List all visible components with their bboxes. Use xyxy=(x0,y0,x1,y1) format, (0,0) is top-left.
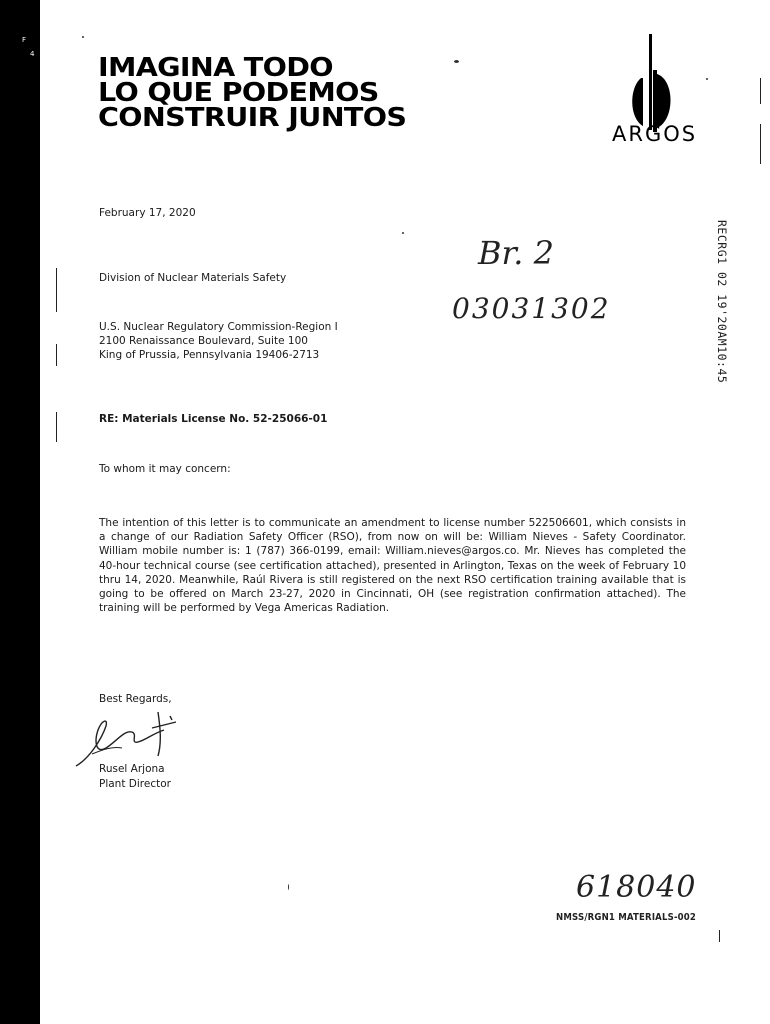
closing: Best Regards, xyxy=(99,693,172,705)
salutation: To whom it may concern: xyxy=(99,463,231,475)
slogan-line: LO QUE PODEMOS xyxy=(98,78,379,108)
margin-line xyxy=(719,930,720,942)
signer-name: Rusel Arjona xyxy=(99,763,165,775)
scan-speck xyxy=(454,60,459,63)
slogan-line: CONSTRUIR JUNTOS xyxy=(98,103,407,133)
logo-wordmark: ARGOS xyxy=(612,122,698,146)
received-stamp: RECRG1 02 19'20AM10:45 xyxy=(715,220,729,384)
recipient-city: King of Prussia, Pennsylvania 19406-2713 xyxy=(99,349,320,361)
margin-line xyxy=(56,344,57,366)
handwritten-br: Br. 2 xyxy=(478,234,554,272)
scan-speck xyxy=(402,232,404,234)
scan-mark: F xyxy=(22,36,27,44)
recipient-street: 2100 Renaissance Boulevard, Suite 100 xyxy=(99,335,308,347)
slogan-line: IMAGINA TODO xyxy=(98,53,333,83)
letter-date: February 17, 2020 xyxy=(99,207,196,219)
recipient-division: Division of Nuclear Materials Safety xyxy=(99,272,287,284)
margin-line xyxy=(56,412,57,442)
scan-mark: 4 xyxy=(30,50,35,58)
handwritten-number: 618040 xyxy=(576,870,697,905)
margin-line xyxy=(56,268,57,312)
scan-speck xyxy=(706,78,708,80)
margin-line xyxy=(760,124,761,164)
letter-body: The intention of this letter is to communicate an amendment to license number 522506601, which consists in a change of our Radiation Safety Officer (RSO), from now on will be: William Nieves - Safety Coordinator. William mobile number is: 1 (787) 366-0199, email: William.nieves@argos.co. Mr. Nieves has completed the 40-hour technical course (see certification attached), presented in Arlington, Texas on the week of February 10 thru 14, 2020. Meanwhile, Raúl Rivera is still registered on the next RSO certification training available that is going to be offered on March 23-27, 2020 in Cincinnati, OH (see registration confirmation attached). The training will be performed by Vega Americas Radiation. xyxy=(99,517,686,615)
nmss-stamp: NMSS/RGN1 MATERIALS-002 xyxy=(556,912,697,923)
scan-speck xyxy=(82,36,84,38)
scan-border xyxy=(0,0,40,1024)
recipient-org: U.S. Nuclear Regulatory Commission-Region I xyxy=(99,321,338,333)
subject-line: RE: Materials License No. 52-25066-01 xyxy=(99,413,328,425)
margin-line xyxy=(760,78,761,104)
handwritten-docket: 03031302 xyxy=(452,292,611,325)
scan-speck xyxy=(288,884,289,890)
slogan xyxy=(98,53,407,133)
signer-title: Plant Director xyxy=(99,778,171,790)
